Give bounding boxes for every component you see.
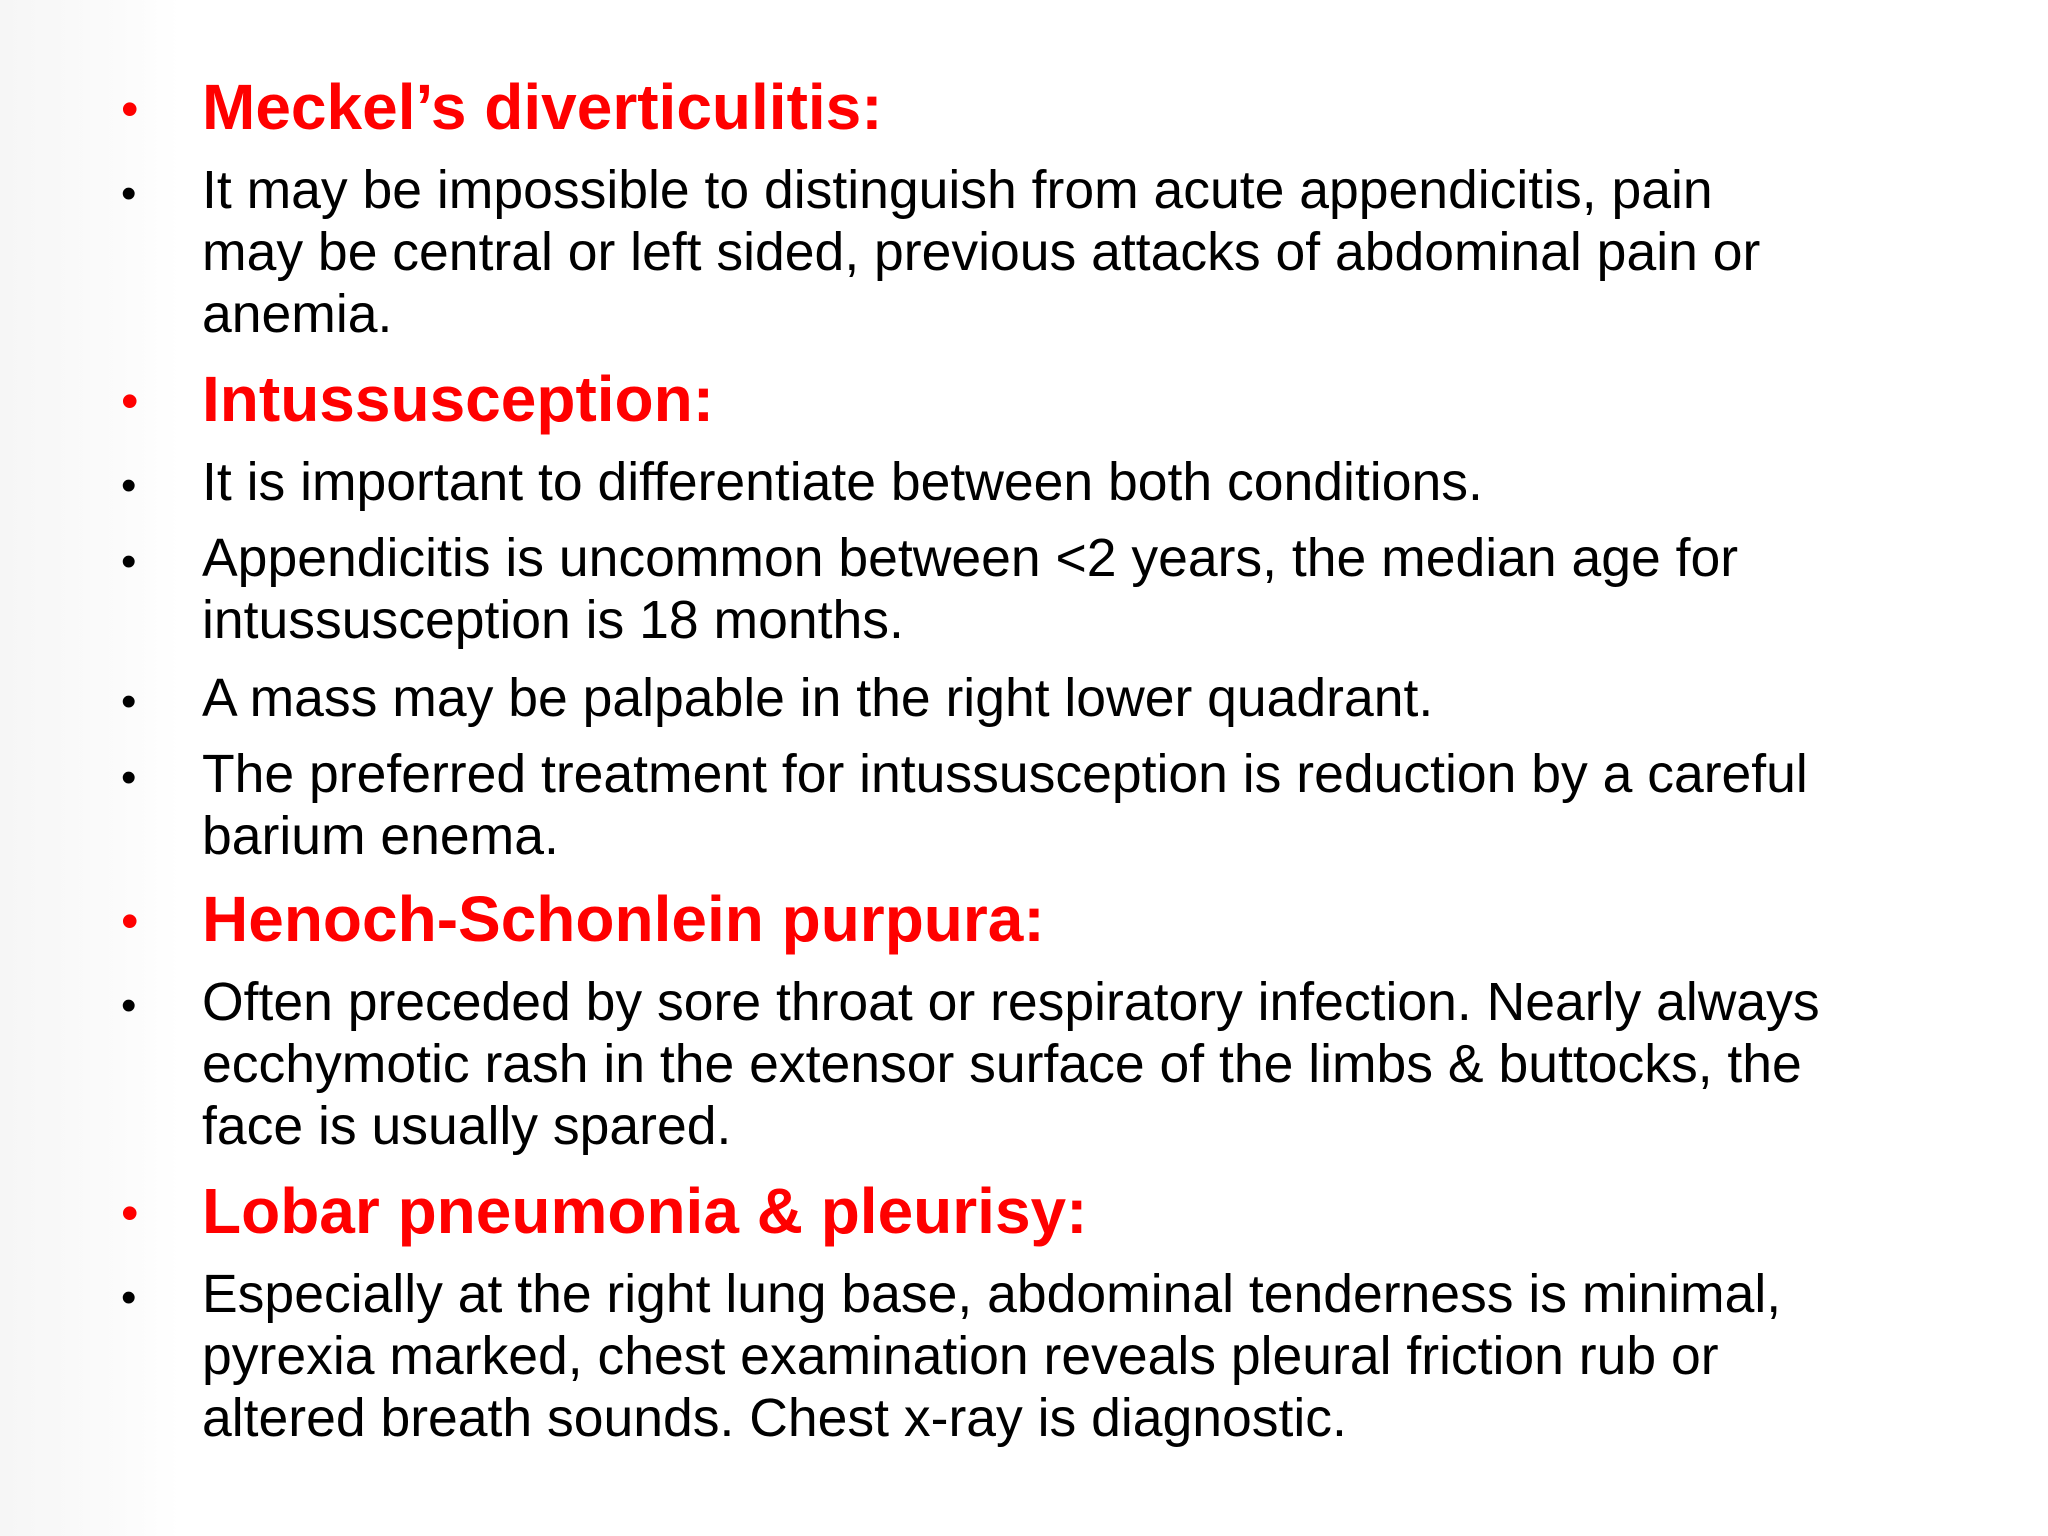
bullet-icon: • [121,537,137,586]
point-text [202,452,2002,514]
point-line: Appendicitis is uncommon between <2 years, the median age for [202,529,1739,588]
bullet-icon: • [121,753,137,802]
point-line: Often preceded by sore throat or respiratory infection. Nearly always [202,973,1820,1032]
bullet-icon: • [121,81,139,137]
point-line: may be central or left sided, previous attacks of abdominal pain or [202,223,1761,282]
heading-text: Henoch-Schonlein purpura: [202,883,1045,955]
point-line: The preferred treatment for intussusception is reduction by a careful [202,745,1808,804]
bullet-icon: • [121,373,139,429]
heading-text: Meckel’s diverticulitis: [202,71,883,143]
point-line: It may be impossible to distinguish from acute appendicitis, pain [202,161,1713,220]
bullet-icon: • [121,1185,139,1241]
point-text [202,528,2002,652]
point-line: anemia. [202,285,393,344]
bullet-icon: • [121,169,137,218]
point-line: face is usually spared. [202,1097,732,1156]
bullet-icon: • [121,461,137,510]
point-line: barium enema. [202,807,559,866]
point-text [202,972,2002,1158]
point-line: pyrexia marked, chest examination reveals pleural friction rub or [202,1327,1719,1386]
bullet-icon: • [121,981,137,1030]
heading-text: Lobar pneumonia & pleurisy: [202,1175,1088,1247]
point-line: ecchymotic rash in the extensor surface of the limbs & buttocks, the [202,1035,1802,1094]
point-line: intussusception is 18 months. [202,591,904,650]
point-line: altered breath sounds. Chest x-ray is diagnostic. [202,1389,1347,1448]
point-line: It is important to differentiate between both conditions. [202,453,1483,512]
bullet-icon: • [121,1273,137,1322]
point-text [202,160,2002,346]
point-line: Especially at the right lung base, abdominal tenderness is minimal, [202,1265,1782,1324]
point-line: A mass may be palpable in the right lower quadrant. [202,669,1434,728]
bullet-icon: • [121,677,137,726]
point-text [202,668,2002,730]
point-text [202,744,2002,868]
point-text [202,1264,2002,1450]
bullet-icon: • [121,893,139,949]
heading-text: Intussusception: [202,363,715,435]
